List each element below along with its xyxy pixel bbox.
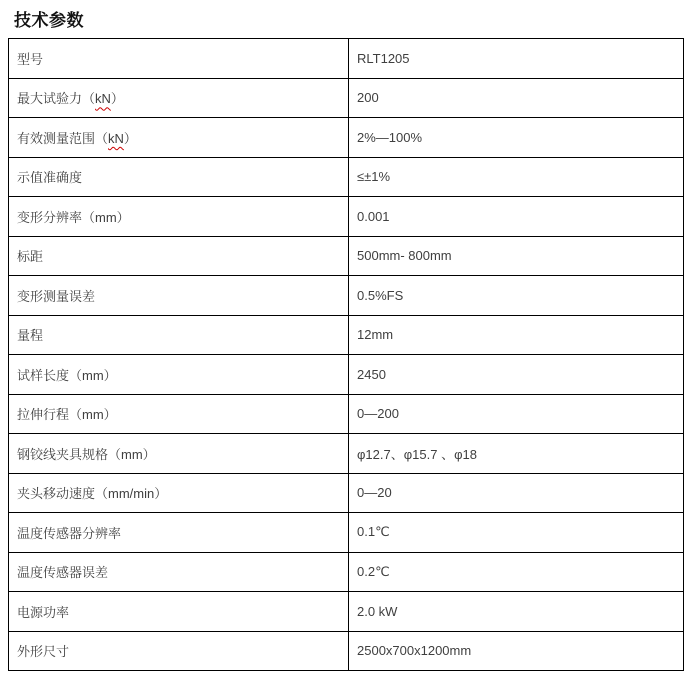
spellcheck-underlined-text: kN — [108, 130, 124, 146]
spec-label-cell: 最大试验力（kN） — [9, 78, 349, 118]
table-row — [9, 276, 684, 316]
spec-value-cell: 0.1℃ — [349, 513, 684, 553]
spec-value-cell: 0.5%FS — [349, 276, 684, 316]
spec-label-cell: 试样长度（mm） — [9, 355, 349, 395]
table-row — [9, 631, 684, 671]
table-row — [9, 394, 684, 434]
spec-value-cell: 0—200 — [349, 394, 684, 434]
spec-label-cell: 温度传感器误差 — [9, 552, 349, 592]
spec-value-cell: 0.001 — [349, 197, 684, 237]
spec-value-cell: ≤±1% — [349, 157, 684, 197]
table-row — [9, 592, 684, 632]
spec-label-cell: 电源功率 — [9, 592, 349, 632]
spec-label-cell: 拉伸行程（mm） — [9, 394, 349, 434]
table-row — [9, 355, 684, 395]
table-row — [9, 513, 684, 553]
spellcheck-underlined-text: kN — [95, 91, 111, 107]
table-row — [9, 39, 684, 79]
spec-value-cell: 2%—100% — [349, 118, 684, 158]
spec-label-cell: 有效测量范围（kN） — [9, 118, 349, 158]
spec-value-cell: 2500x700x1200mm — [349, 631, 684, 671]
spec-label-cell: 外形尺寸 — [9, 631, 349, 671]
spec-value-cell: 0—20 — [349, 473, 684, 513]
spec-label-cell: 钢铰线夹具规格（mm） — [9, 434, 349, 474]
spec-label-cell: 示值准确度 — [9, 157, 349, 197]
table-row — [9, 78, 684, 118]
table-row — [9, 118, 684, 158]
spec-value-cell: 200 — [349, 78, 684, 118]
spec-label-cell: 夹头移动速度（mm/min） — [9, 473, 349, 513]
spec-label-cell: 量程 — [9, 315, 349, 355]
spec-value-cell: 0.2℃ — [349, 552, 684, 592]
spec-label-cell: 变形分辨率（mm） — [9, 197, 349, 237]
spec-value-cell: 2450 — [349, 355, 684, 395]
spec-value-cell: 12mm — [349, 315, 684, 355]
spec-value-cell: RLT1205 — [349, 39, 684, 79]
table-row — [9, 197, 684, 237]
table-row — [9, 473, 684, 513]
spec-label-cell: 变形测量误差 — [9, 276, 349, 316]
specs-table — [8, 38, 684, 671]
spec-label-cell: 温度传感器分辨率 — [9, 513, 349, 553]
page-title: 技术参数 — [14, 11, 84, 30]
spec-value-cell: 500mm- 800mm — [349, 236, 684, 276]
spec-value-cell: 2.0 kW — [349, 592, 684, 632]
specs-table-body — [9, 39, 684, 671]
spec-label-cell: 标距 — [9, 236, 349, 276]
table-row — [9, 434, 684, 474]
spec-value-cell: φ12.7、φ15.7 、φ18 — [349, 434, 684, 474]
table-row — [9, 315, 684, 355]
table-row — [9, 157, 684, 197]
spec-label-cell: 型号 — [9, 39, 349, 79]
table-row — [9, 236, 684, 276]
table-row — [9, 552, 684, 592]
